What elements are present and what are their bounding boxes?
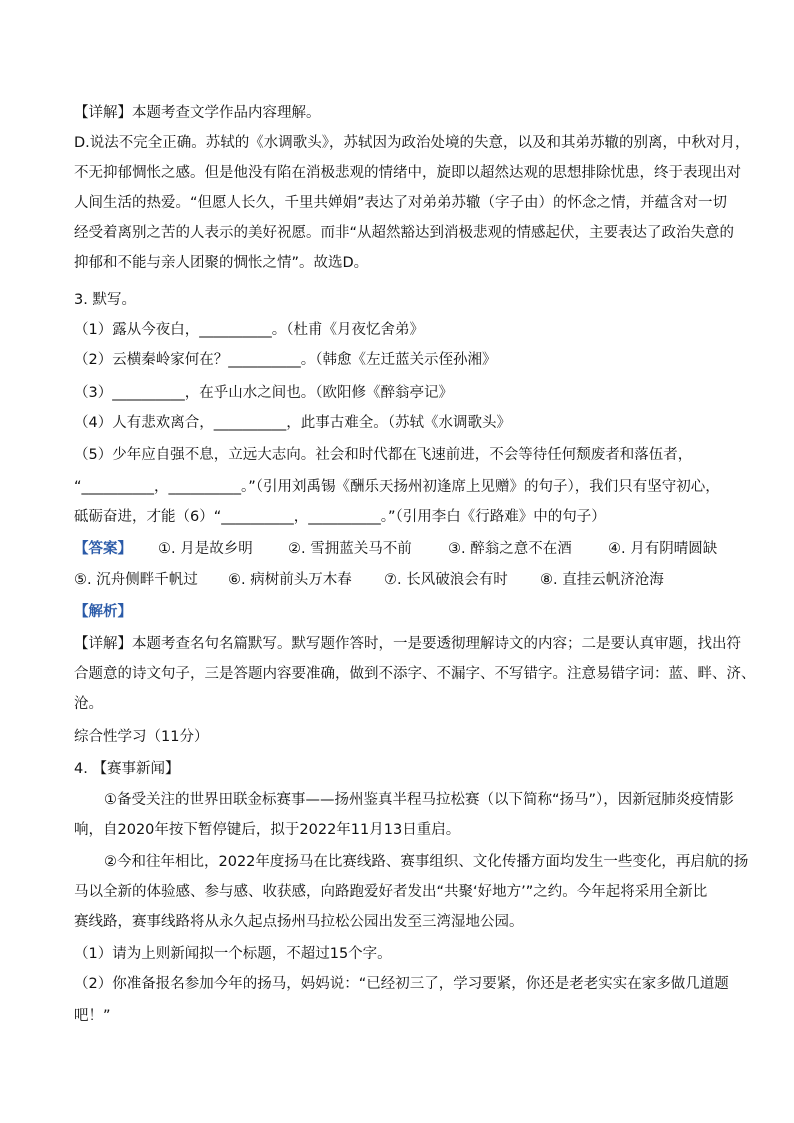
question-3-item: （5）少年应自强不息，立远大志向。社会和时代都在飞速前进，不会等待任何颓废者和落伍者，	[74, 447, 693, 463]
answer-item: ⑦. 长风破浪会有时	[384, 572, 508, 588]
answer-item: ③. 醉翁之意不在酒	[448, 541, 572, 557]
detail-text-line: 经受着离别之苦的人表示的美好祝愿。而非“从超然豁达到消极悲观的情感起伏，主要表达了政治失意的	[74, 225, 735, 241]
answer-label: 【答案】	[74, 541, 132, 557]
news-paragraph-1-line: 响，自2020年按下暂停键后，拟于2022年11月13日重启。	[74, 822, 461, 838]
question-3-item: 砥砺奋进，才能（6）“__________，__________。”（引用李白《行路难》中的句子）	[74, 509, 606, 525]
detail-text-line: 不无抑郁惆怅之感。但是他没有陷在消极悲观的情绪中，旋即以超然达观的思想排除忧患，终于表现出对	[74, 165, 741, 181]
question-4-sub-1: （1）请为上则新闻拟一个标题，不超过15个字。	[74, 946, 392, 962]
section-title: 综合性学习（11分）	[74, 729, 209, 745]
question-3-title: 3. 默写。	[74, 292, 136, 308]
answer-item: ②. 雪拥蓝关马不前	[288, 541, 412, 557]
answer-item: ⑧. 直挂云帆济沧海	[540, 572, 664, 588]
news-paragraph-1-line: ①备受关注的世界田联金标赛事——扬州鉴真半程马拉松赛（以下简称“扬马”），因新冠肺炎疫情影	[104, 792, 734, 808]
analysis-label: 【解析】	[74, 604, 132, 620]
answer-item: ⑤. 沉舟侧畔千帆过	[74, 572, 198, 588]
question-4-sub-2-line: （2）你准备报名参加今年的扬马，妈妈说：“已经初三了，学习要紧，你还是老老实实在家多做几道题	[74, 976, 729, 992]
detail-heading: 【详解】本题考查文学作品内容理解。	[74, 105, 321, 121]
question-4-sub-2-line: 吧！”	[74, 1008, 111, 1024]
question-3-item: （4）人有悲欢离合，__________，此事古难全。（苏轼《水调歌头》	[74, 415, 511, 431]
news-paragraph-2-line: 赛线路，赛事线路将从永久起点扬州马拉松公园出发至三湾湿地公园。	[74, 914, 524, 930]
news-paragraph-2-line: 马以全新的体验感、参与感、收获感，向路跑爱好者发出“共聚‘好地方’”之约。今年起将采用全新比	[74, 884, 708, 900]
answer-item: ①. 月是故乡明	[158, 541, 253, 557]
answer-item: ④. 月有阴晴圆缺	[608, 541, 718, 557]
detail-text-line: 抑郁和不能与亲人团聚的惆怅之情”。故选D。	[74, 255, 369, 271]
news-paragraph-2-line: ②今和往年相比，2022年度扬马在比赛线路、赛事组织、文化传播方面均发生一些变化，再启航的扬	[104, 854, 749, 870]
analysis-text-line: 沧。	[74, 696, 103, 712]
answer-item: ⑥. 病树前头万木春	[228, 572, 352, 588]
analysis-text-line: 【详解】本题考查名句名篇默写。默写题作答时，一是要透彻理解诗文的内容；二是要认真审题，找出符	[74, 636, 741, 652]
question-3-item: （1）露从今夜白，__________。（杜甫《月夜忆舍弟》	[74, 322, 424, 338]
detail-text-line: 人间生活的热爱。“但愿人长久，千里共婵娟”表达了对弟弟苏辙（字子由）的怀念之情，并蕴含对一切	[74, 195, 728, 211]
question-3-item: （3）__________，在乎山水之间也。（欧阳修《醉翁亭记》	[74, 385, 453, 401]
detail-text-line: D.说法不完全正确。苏轼的《水调歌头》，苏轼因为政治处境的失意，以及和其弟苏辙的别离，中秋对月，	[74, 135, 750, 151]
question-3-item: “__________，__________。”（引用刘禹锡《酬乐天扬州初逢席上见赠》的句子），我们只有坚守初心，	[74, 479, 720, 495]
answer-row-1	[74, 539, 132, 559]
question-3-item: （2）云横秦岭家何在？__________。（韩愈《左迁蓝关示侄孙湘》	[74, 352, 497, 368]
analysis-text-line: 合题意的诗文句子，三是答题内容要准确，做到不添字、不漏字、不写错字。注意易错字词：蓝、畔、济、	[74, 666, 756, 682]
question-4-title: 4. 【赛事新闻】	[74, 761, 180, 777]
